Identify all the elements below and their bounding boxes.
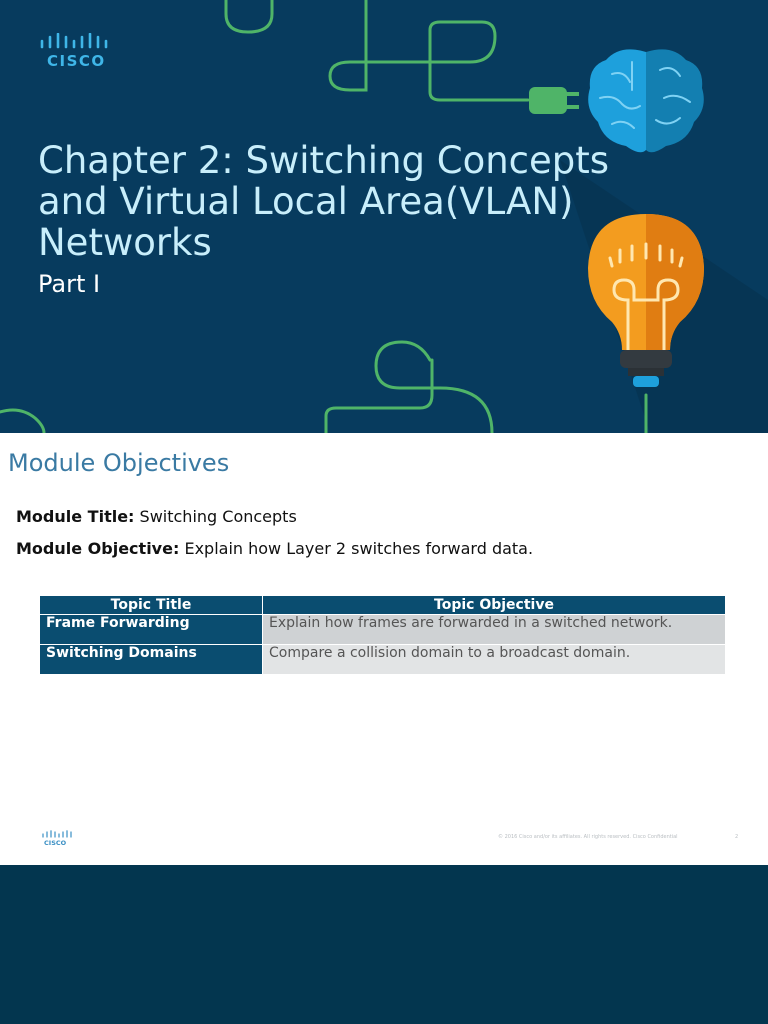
module-title-label: Module Title:	[16, 507, 135, 526]
footer-page-number: 2	[735, 834, 739, 840]
module-title-line	[16, 507, 297, 526]
module-objective-label: Module Objective:	[16, 539, 180, 558]
column-header: Topic Title	[40, 596, 263, 615]
footer-cisco-logo-icon	[42, 830, 72, 846]
topic-title-cell: Switching Domains	[40, 645, 263, 675]
topic-objective-cell: Explain how frames are forwarded in a switched network.	[263, 615, 726, 645]
topics-table	[39, 595, 726, 675]
footer-brand-text: CISCO	[44, 839, 67, 846]
footer-copyright: © 2016 Cisco and/or its affiliates. All rights reserved. Cisco Confidential	[498, 834, 678, 840]
plug-icon	[529, 87, 579, 114]
chapter-title: Chapter 2: Switching Concepts and Virtual Local Area(VLAN) Networks	[38, 139, 610, 264]
topic-title-cell: Frame Forwarding	[40, 615, 263, 645]
title-slide	[0, 0, 768, 433]
module-title-value: Switching Concepts	[139, 507, 297, 526]
topic-objective-cell: Compare a collision domain to a broadcast domain.	[263, 645, 726, 675]
slide-heading: Module Objectives	[8, 449, 230, 477]
module-objective-line	[16, 539, 533, 558]
brain-icon	[588, 49, 704, 152]
table-row	[40, 645, 726, 675]
chapter-subtitle: Part I	[38, 270, 101, 298]
table-header-row	[40, 596, 726, 615]
table-row	[40, 615, 726, 645]
column-header: Topic Objective	[263, 596, 726, 615]
next-slide-band	[0, 865, 768, 1024]
objectives-slide	[0, 433, 768, 865]
cisco-brand-text: CISCO	[47, 52, 106, 70]
module-objective-value: Explain how Layer 2 switches forward data.	[184, 539, 534, 558]
